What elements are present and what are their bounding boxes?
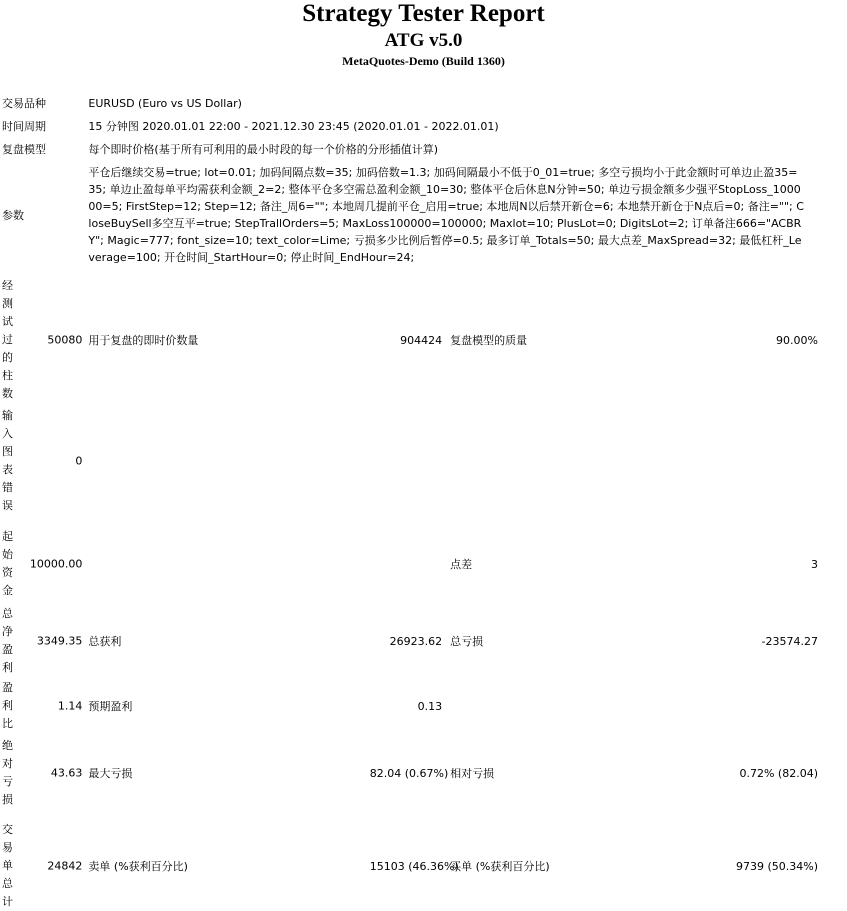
row-total-trades xyxy=(0,821,820,911)
parameters-label: 参数 xyxy=(2,208,24,222)
gross-profit-label: 总获利 xyxy=(88,634,122,648)
bars-label: 经测试过的柱数 xyxy=(2,279,13,400)
report-title: Strategy Tester Report xyxy=(302,0,545,27)
report-table xyxy=(0,92,820,911)
row-bars xyxy=(0,277,820,403)
row-parameters xyxy=(0,161,820,269)
symbol-label: 交易品种 xyxy=(2,97,46,110)
quality-label: 复盘模型的质量 xyxy=(450,333,528,347)
gross-profit-value: 26923.62 xyxy=(389,634,443,648)
bars-value: 50080 xyxy=(47,333,83,347)
report-header xyxy=(0,0,847,68)
row-model xyxy=(0,138,820,161)
max-drawdown-value: 82.04 (0.67%) xyxy=(369,766,449,780)
server-build: MetaQuotes-Demo (Build 1360) xyxy=(342,54,505,68)
long-positions-label: 买单 (%获利百分比) xyxy=(450,859,550,873)
quality-value: 90.00% xyxy=(776,333,818,347)
expected-payoff-label: 预期盈利 xyxy=(88,699,133,713)
errors-label: 输入图表错误 xyxy=(2,409,13,512)
errors-value: 0 xyxy=(75,454,83,468)
rel-drawdown-label: 相对亏损 xyxy=(450,766,495,780)
gross-loss-value: -23574.27 xyxy=(761,634,818,648)
period-label: 时间周期 xyxy=(2,120,46,133)
profit-factor-value: 1.14 xyxy=(57,699,83,713)
spread-label: 点差 xyxy=(450,557,473,571)
short-positions-label: 卖单 (%获利百分比) xyxy=(88,859,188,873)
rel-drawdown-value: 0.72% (82.04) xyxy=(739,766,818,780)
max-drawdown-label: 最大亏损 xyxy=(88,766,133,780)
long-positions-value: 9739 (50.34%) xyxy=(735,859,818,873)
period-value: 15 分钟图 2020.01.01 22:00 - 2021.12.30 23:45 (2020.01.01 - 2022.01.01) xyxy=(88,120,499,133)
row-net-profit xyxy=(0,605,820,677)
model-label: 复盘模型 xyxy=(2,143,46,156)
gross-loss-label: 总亏损 xyxy=(450,634,484,648)
spread-value: 3 xyxy=(811,557,818,571)
expert-name: ATG v5.0 xyxy=(384,30,463,51)
row-symbol xyxy=(0,92,820,115)
parameters-value: 平仓后继续交易=true; lot=0.01; 加码间隔点数=35; 加码倍数=1.3; 加码间隔最小不低于0_01=true; 多空亏损均小于此金额时可单边止盈35=35; 单边止盈每单平均需获利金额_2=2; 整体平仓多空需总盈利金额_10=30; 整体平仓后休息N分钟=50; 单边亏损金额多少强平StopLoss_100000=5; FirstStep=12; Step=12; 备注_周6=""; 本地周几提前平仓_启用=true; 本地周N以后禁开新仓=6; 本地禁开新仓于N点后=0; 备注=""; CloseBuySell多空互平=true; StepTrallOrders=5; MaxLoss100000=100000; Maxlot=10; PlusLot=0; DigitsLot=2; 订单备注666="ACBRY"; Magic=777; font_size=10; text_color=Lime; 亏损多少比例后暂停=0.5; 最多订单_Totals=50; 最大点差_MaxSpread=32; 最低杠杆_Leverage=100; 开仓时间_StartHour=0; 停止时间_EndHour=24; xyxy=(88,166,804,264)
net-profit-label: 总净盈利 xyxy=(2,607,13,674)
short-positions-value: 15103 (46.36%) xyxy=(369,859,459,873)
total-trades-label: 交易单总计 xyxy=(2,823,13,908)
ticks-label: 用于复盘的即时价数量 xyxy=(88,333,199,347)
net-profit-value: 3349.35 xyxy=(36,634,83,648)
deposit-label: 起始资金 xyxy=(2,530,13,597)
row-errors xyxy=(0,407,820,515)
abs-drawdown-value: 43.63 xyxy=(50,766,83,780)
deposit-value: 10000.00 xyxy=(29,557,83,571)
symbol-value: EURUSD (Euro vs US Dollar) xyxy=(88,97,242,110)
total-trades-value: 24842 xyxy=(47,859,83,873)
ticks-value: 904424 xyxy=(400,333,443,347)
row-profit-factor xyxy=(0,679,820,733)
expected-payoff-value: 0.13 xyxy=(417,699,443,713)
profit-factor-label: 盈利比 xyxy=(2,681,13,730)
model-value: 每个即时价格(基于所有可利用的最小时段的每一个价格的分形插值计算) xyxy=(88,143,438,156)
row-drawdown xyxy=(0,737,820,809)
row-deposit xyxy=(0,527,820,601)
row-period xyxy=(0,115,820,138)
abs-drawdown-label: 绝对亏损 xyxy=(2,739,13,806)
